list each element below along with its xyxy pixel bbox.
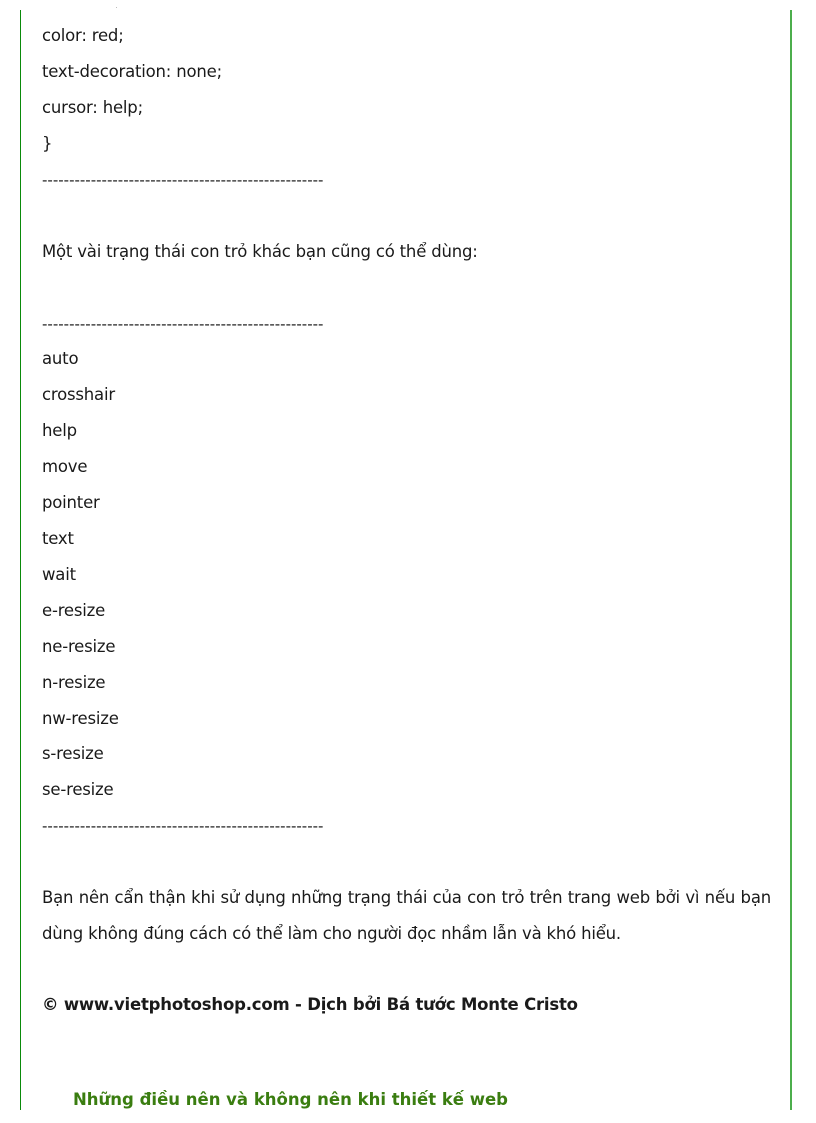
cursor-value: wait bbox=[42, 565, 76, 584]
page-border-right bbox=[790, 10, 792, 1110]
scan-speck bbox=[116, 7, 117, 8]
separator-line: ---------------------------------------------------- bbox=[42, 817, 324, 835]
cursor-value: help bbox=[42, 421, 77, 440]
cursor-value: e-resize bbox=[42, 601, 106, 620]
code-line: cursor: help; bbox=[42, 98, 143, 117]
cursor-value: nw-resize bbox=[42, 709, 119, 728]
code-line: } bbox=[42, 134, 53, 153]
separator-line: ---------------------------------------------------- bbox=[42, 315, 324, 333]
code-line: text-decoration: none; bbox=[42, 62, 222, 81]
cursor-value: ne-resize bbox=[42, 637, 116, 656]
copyright-credit: © www.vietphotoshop.com - Dịch bởi Bá tước Monte Cristo bbox=[42, 995, 578, 1014]
cursor-value: se-resize bbox=[42, 780, 114, 799]
cursor-value: move bbox=[42, 457, 88, 476]
cursor-value: s-resize bbox=[42, 744, 104, 763]
cursor-value: crosshair bbox=[42, 385, 115, 404]
cursor-value: pointer bbox=[42, 493, 100, 512]
advice-paragraph: Bạn nên cẩn thận khi sử dụng những trạng thái của con trỏ trên trang web bởi vì nếu bạn dùng không đúng cách có thể làm cho người đọc nhầm lẫn và khó hiểu. bbox=[42, 888, 771, 943]
cursor-value: auto bbox=[42, 349, 79, 368]
next-section-heading: Những điều nên và không nên khi thiết kế web bbox=[73, 1090, 508, 1109]
page-border-left bbox=[20, 10, 21, 1110]
cursor-value: text bbox=[42, 529, 74, 548]
code-line: color: red; bbox=[42, 26, 124, 45]
separator-line: ---------------------------------------------------- bbox=[42, 171, 324, 189]
intro-text: Một vài trạng thái con trỏ khác bạn cũng có thể dùng: bbox=[42, 242, 478, 261]
cursor-value: n-resize bbox=[42, 673, 106, 692]
